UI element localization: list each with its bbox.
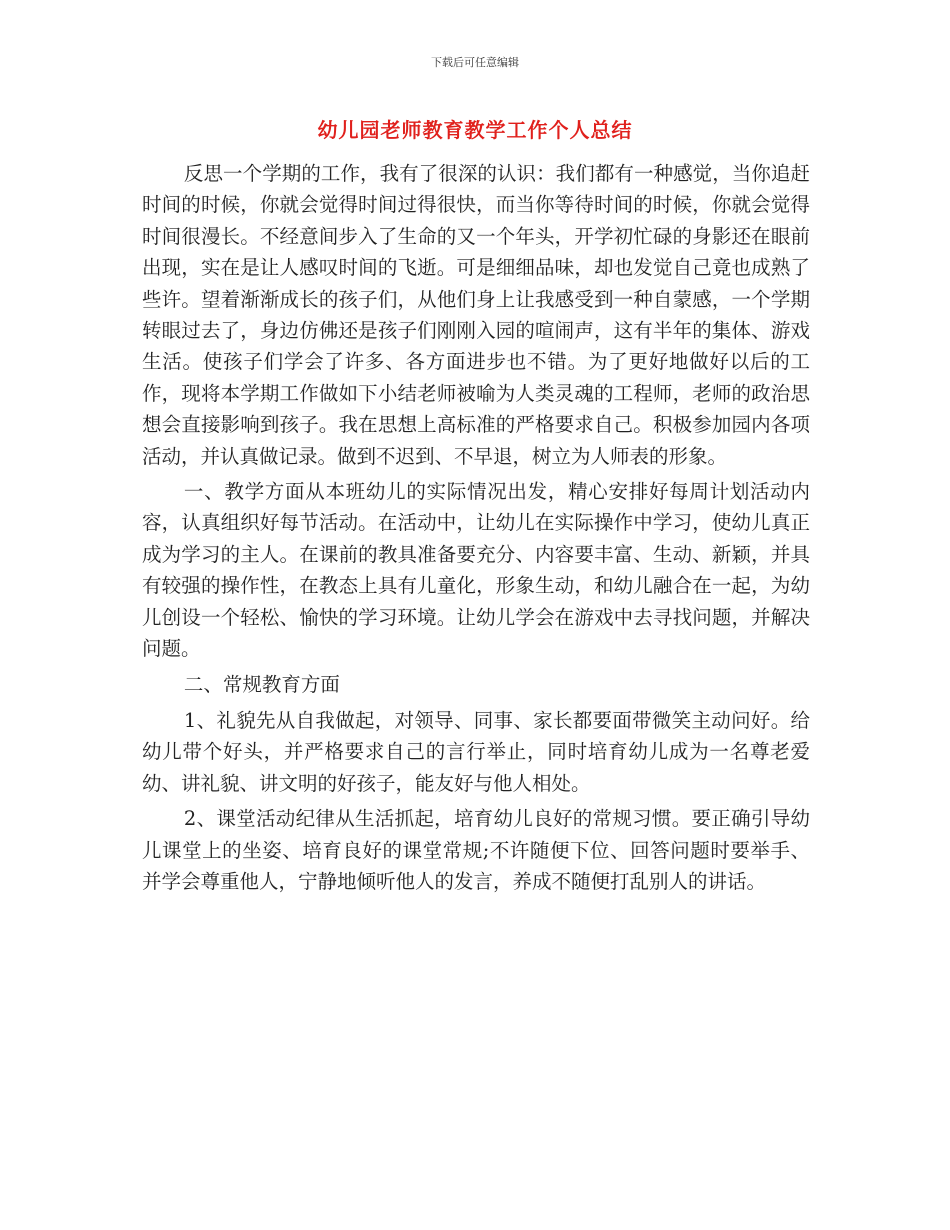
document-body [142,158,810,901]
paragraph-discipline: 2、课堂活动纪律从生活抓起，培育幼儿良好的常规习惯。要正确引导幼儿课堂上的坐姿、培育良好的课堂常规;不许随便下位、回答问题时要举手、并学会尊重他人，宁静地倾听他人的发言，养成不随便打乱别人的讲话。 [142,807,810,893]
paragraph-routine-heading: 二、常规教育方面 [183,672,340,696]
paragraph-courtesy: 1、礼貌先从自我做起，对领导、同事、家长都要面带微笑主动问好。给幼儿带个好头，并严格要求自己的言行举止，同时培育幼儿成为一名尊老爱幼、讲礼貌、讲文明的好孩子，能友好与他人相处。 [142,708,810,795]
document-title: 幼儿园老师教育教学工作个人总结 [317,118,633,142]
paragraph-teaching: 一、教学方面从本班幼儿的实际情况出发，精心安排好每周计划活动内容，认真组织好每节活动。在活动中，让幼儿在实际操作中学习，使幼儿真正成为学习的主人。在课前的教具准备要充分、内容要丰富、生动、新颖，并具有较强的操作性，在教态上具有儿童化，形象生动，和幼儿融合在一起，为幼儿创设一个轻松、愉快的学习环境。让幼儿学会在游戏中去寻找问题，并解决问题。 [142,480,810,661]
paragraph-reflection: 反思一个学期的工作，我有了很深的认识：我们都有一种感觉，当你追赶时间的时候，你就会觉得时间过得很快，而当你等待时间的时候，你就会觉得时间很漫长。不经意间步入了生命的又一个年头，开学初忙碌的身影还在眼前出现，实在是让人感叹时间的飞逝。可是细细品味，却也发觉自己竟也成熟了些许。望着渐渐成长的孩子们，从他们身上让我感受到一种自蒙感，一个学期转眼过去了，身边仿佛还是孩子们刚刚入园的喧闹声，这有半年的集体、游戏生活。使孩子们学会了许多、各方面进步也不错。为了更好地做好以后的工作，现将本学期工作做如下小结老师被喻为人类灵魂的工程师，老师的政治思想会直接影响到孩子。我在思想上高标准的严格要求自己。积极参加园内各项活动，并认真做记录。做到不迟到、不早退，树立为人师表的形象。 [142,162,810,468]
header-note: 下载后可任意编辑 [431,56,519,69]
